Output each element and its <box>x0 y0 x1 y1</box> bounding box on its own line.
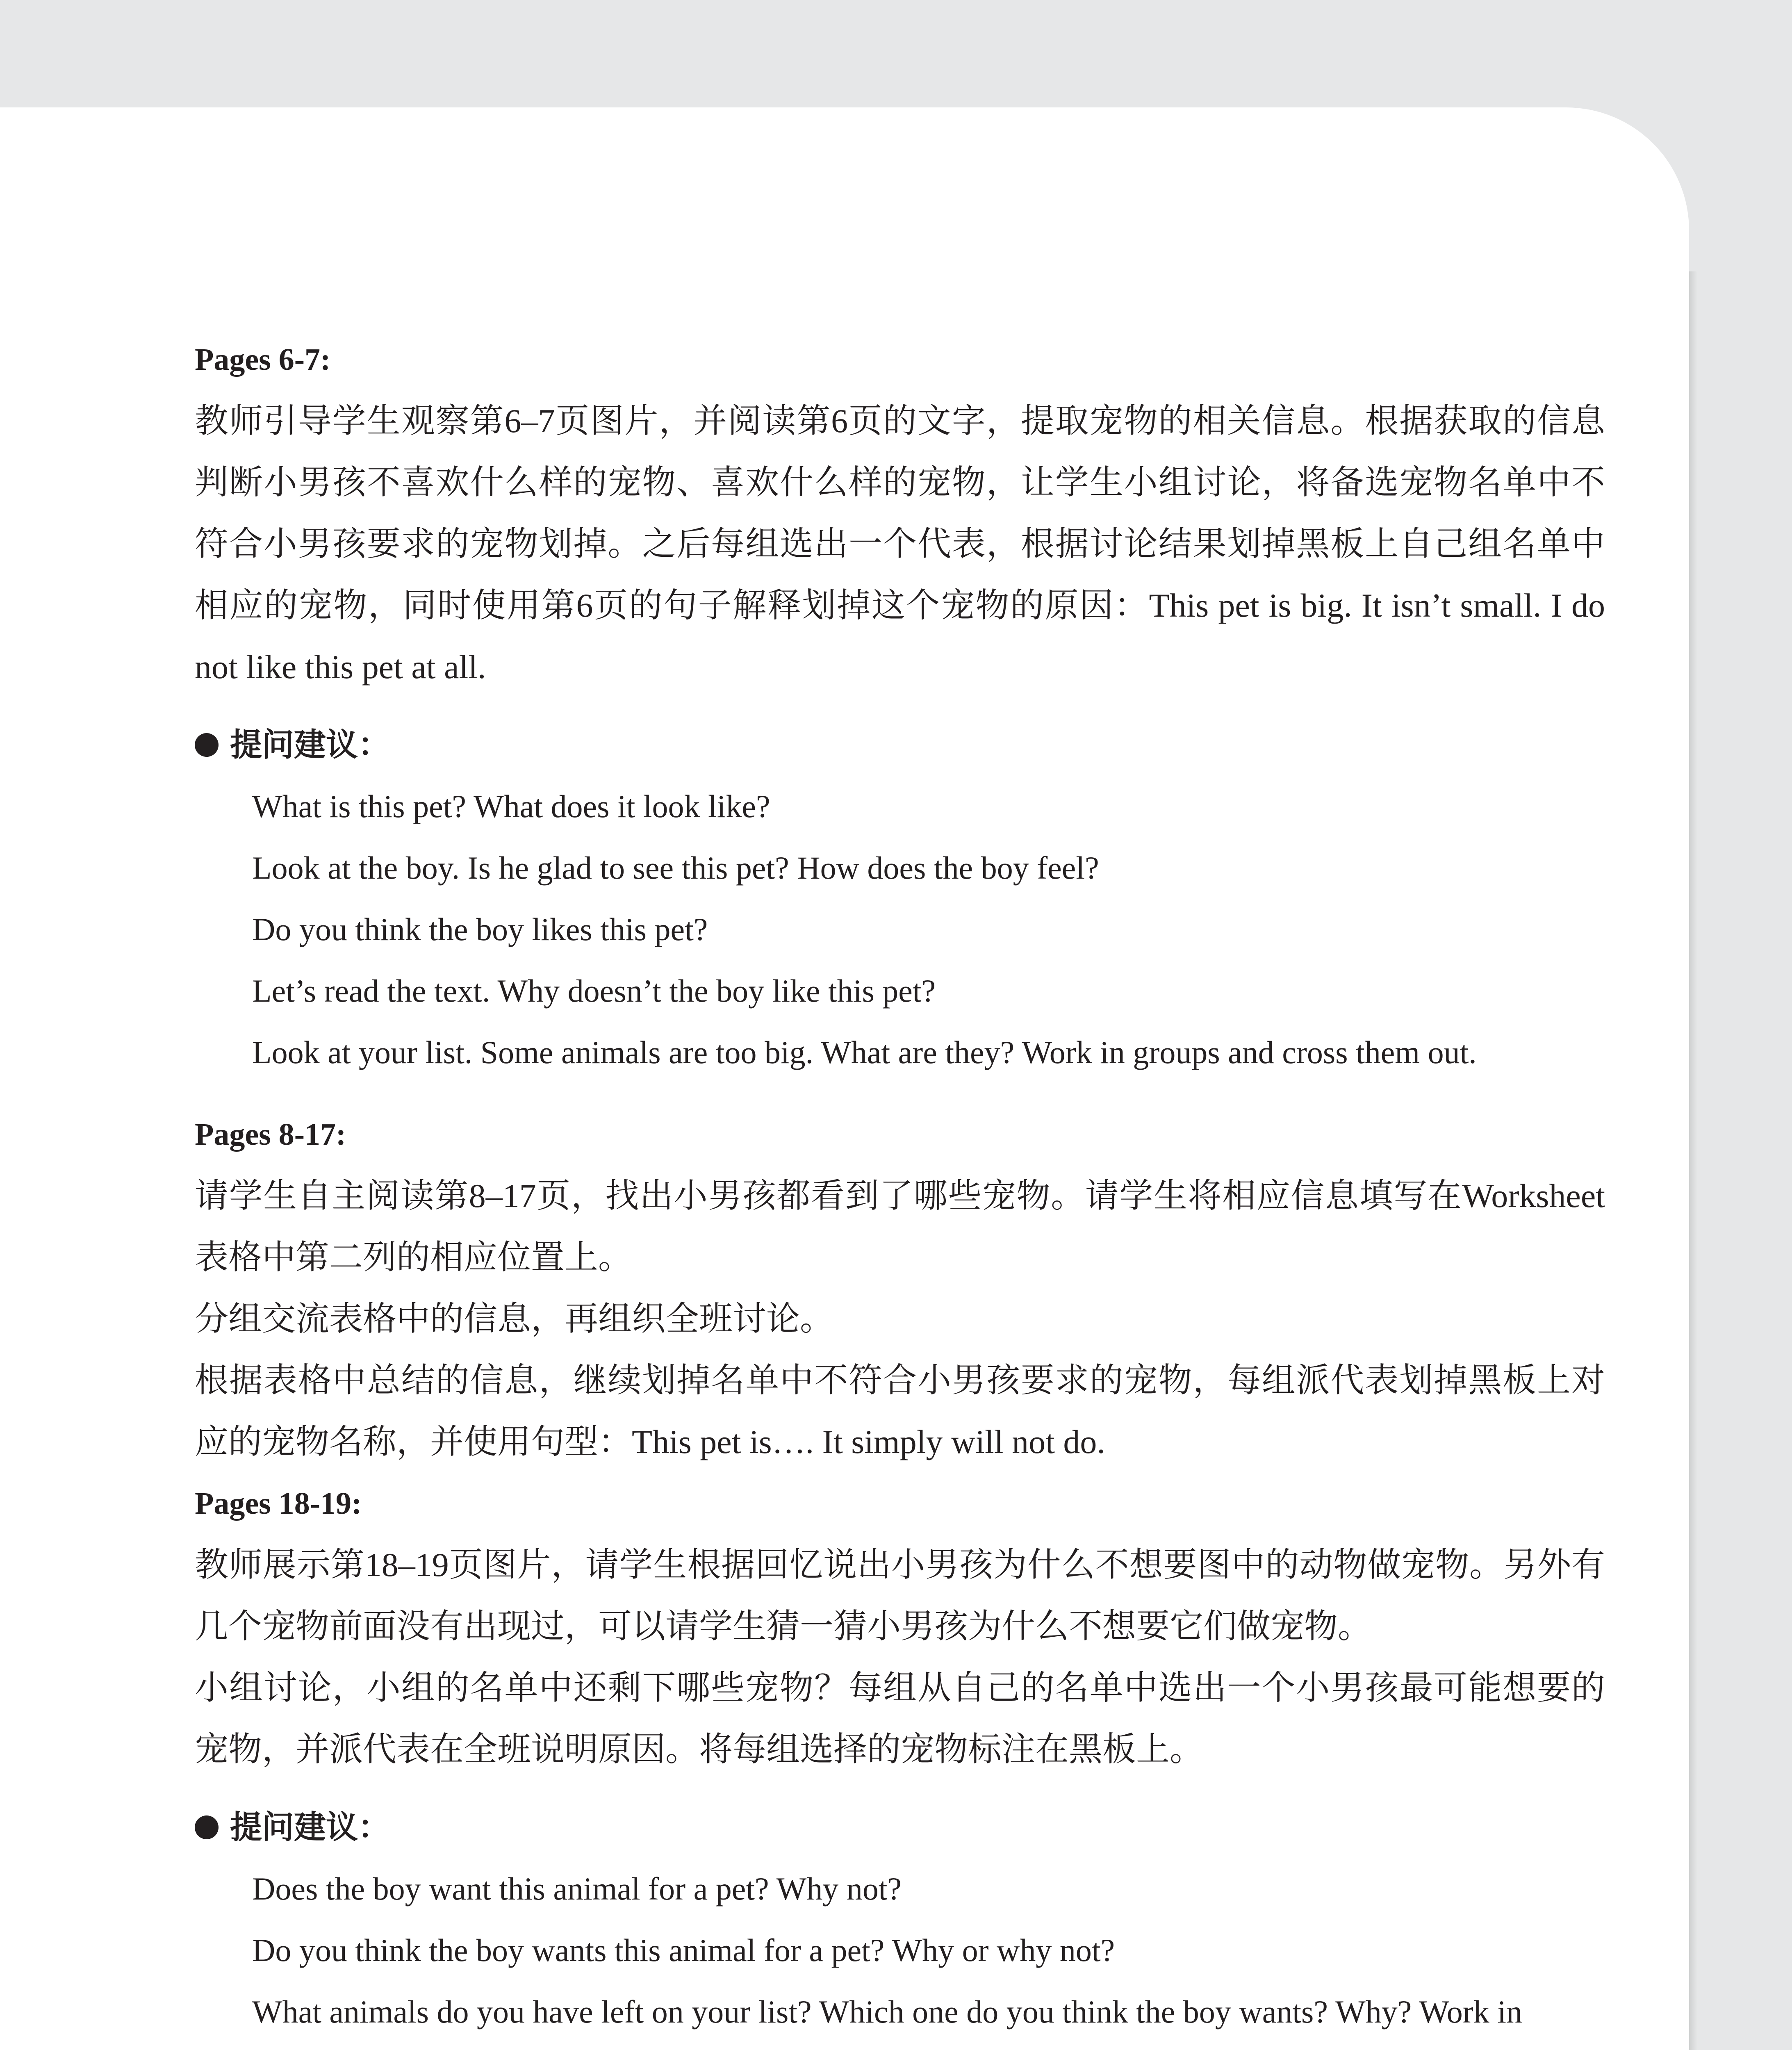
question-item: Let’s read the text. Why doesn’t the boy like this pet? <box>252 973 936 1009</box>
document-page <box>0 107 1689 2050</box>
question-item: Look at your list. Some animals are too big. What are they? Work in groups and cross them out. <box>252 1034 1477 1070</box>
bullet-label: 提问建议： <box>230 1809 390 1846</box>
question-item: Does the boy want this animal for a pet? Why not? <box>252 1871 902 1906</box>
question-item: Do you think the boy wants this animal for a pet? Why or why not? <box>252 1932 1115 1968</box>
question-suggestions-title <box>195 714 1605 776</box>
section-paragraph: 教师引导学生观察第6–7页图片，并阅读第6页的文字，提取宠物的相关信息。根据获取的信息判断小男孩不喜欢什么样的宠物、喜欢什么样的宠物，让学生小组讨论，将备选宠物名单中不符合小男孩要求的宠物划掉。之后每组选出一个代表，根据讨论结果划掉黑板上自己组名单中相应的宠物，同时使用第6页的句子解释划掉这个宠物的原因：This pet is big. It isn’t small. I do not like this pet at all. <box>195 402 1605 686</box>
bullet-label: 提问建议： <box>230 727 390 763</box>
section-heading: Pages 8-17: <box>195 1117 346 1152</box>
section-paragraph: 请学生自主阅读第8–17页，找出小男孩都看到了哪些宠物。请学生将相应信息填写在Worksheet表格中第二列的相应位置上。 <box>195 1177 1605 1276</box>
section-paragraph: 小组讨论，小组的名单中还剩下哪些宠物？每组从自己的名单中选出一个小男孩最可能想要的宠物，并派代表在全班说明原因。将每组选择的宠物标注在黑板上。 <box>195 1669 1605 1768</box>
section-paragraph: 分组交流表格中的信息，再组织全班讨论。 <box>195 1300 834 1337</box>
section-paragraph: 根据表格中总结的信息，继续划掉名单中不符合小男孩要求的宠物，每组派代表划掉黑板上对应的宠物名称，并使用句型：This pet is…. It simply will not do. <box>195 1362 1605 1460</box>
bullet-icon <box>195 733 219 757</box>
section-paragraph: 教师展示第18–19页图片，请学生根据回忆说出小男孩为什么不想要图中的动物做宠物。另外有几个宠物前面没有出现过，可以请学生猜一猜小男孩为什么不想要它们做宠物。 <box>195 1546 1605 1645</box>
bullet-icon <box>195 1815 219 1839</box>
question-suggestions-title <box>195 1797 1605 1858</box>
page-content <box>195 329 1605 2050</box>
section-heading: Pages 6-7: <box>195 342 331 377</box>
question-item: Do you think the boy likes this pet? <box>252 911 708 947</box>
question-item: Look at the boy. Is he glad to see this pet? How does the boy feel? <box>252 850 1099 886</box>
question-item: What animals do you have left on your list? Which one do you think the boy wants? Why? Work in <box>252 1994 1522 2029</box>
section-heading: Pages 18-19: <box>195 1486 362 1521</box>
question-item: What is this pet? What does it look like? <box>252 788 770 824</box>
